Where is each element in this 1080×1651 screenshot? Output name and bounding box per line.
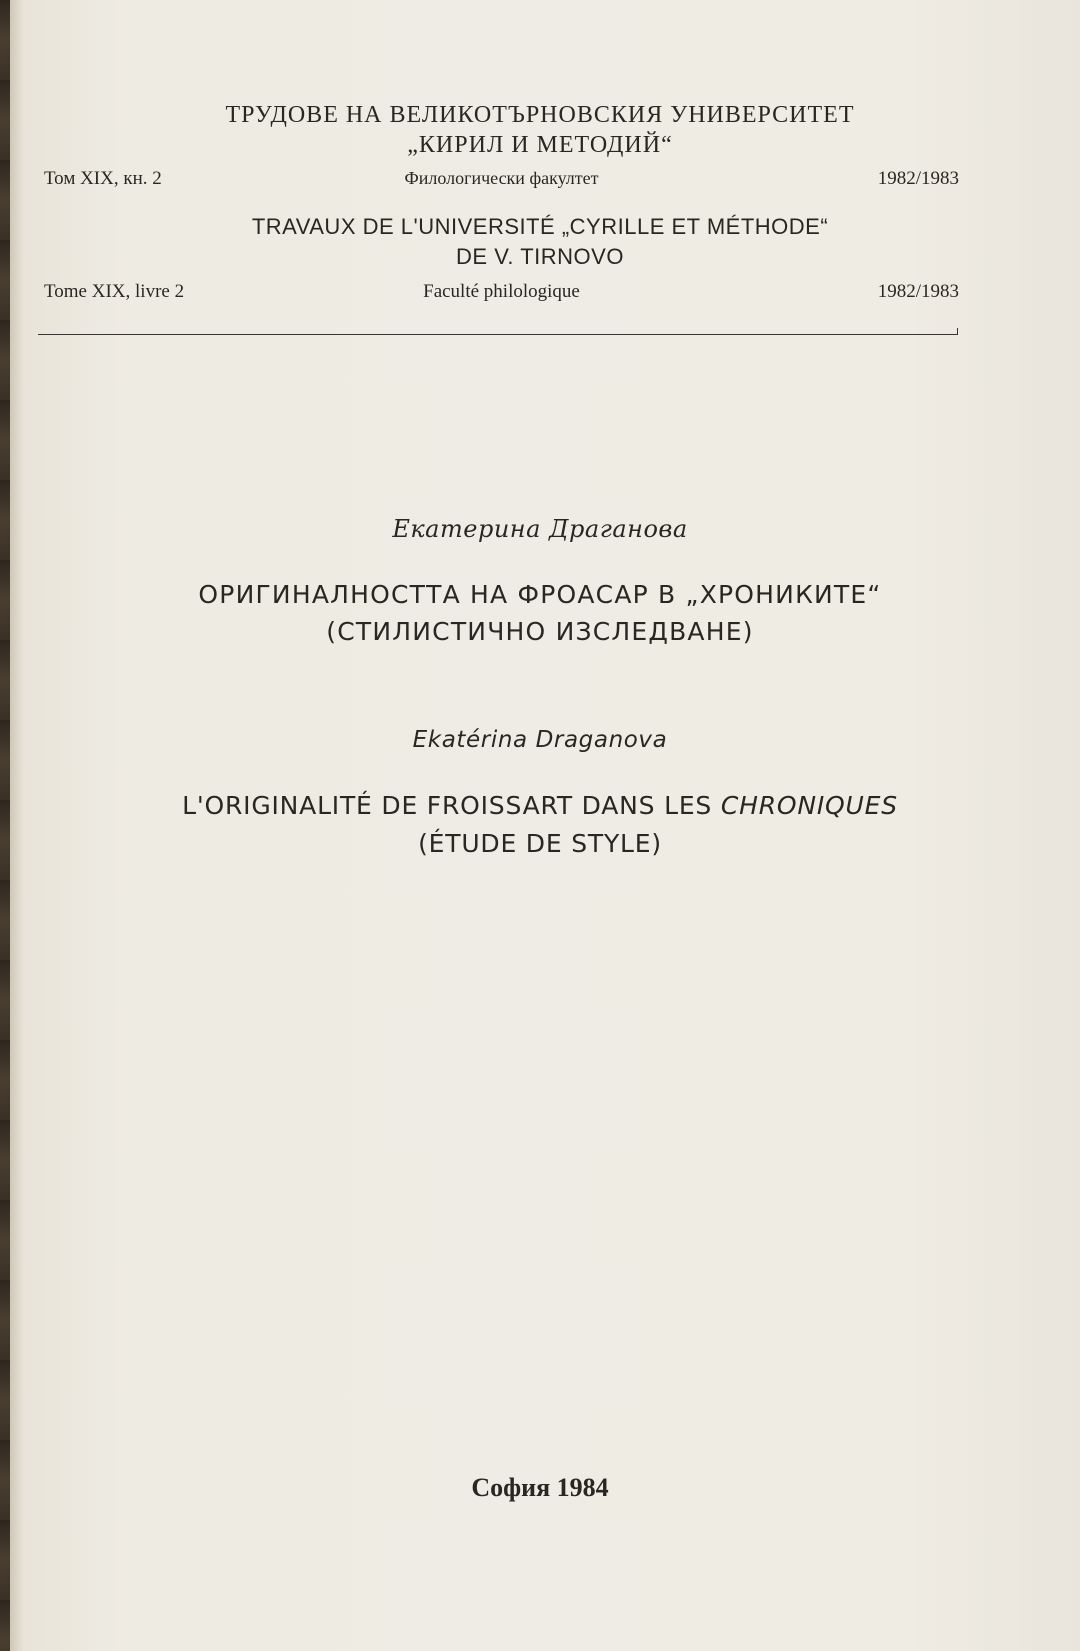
journal-title-fr-line2: DE V. TIRNOVO — [456, 244, 624, 269]
volume-bg: Том XIX, кн. 2 — [44, 168, 162, 189]
header-rule-tick — [957, 328, 958, 335]
article-title-fr-line2: (ÉTUDE DE STYLE) — [418, 829, 662, 858]
imprint: София 1984 — [471, 1473, 609, 1502]
journal-title-fr-line1: TRAVAUX DE L'UNIVERSITÉ „CYRILLE ET MÉTHODE“ — [251, 214, 829, 239]
faculty-fr: Faculté philologique — [423, 281, 580, 302]
author-fr: Ekatérina Draganova — [412, 727, 668, 753]
article-title-fr-line1 — [0, 791, 1080, 820]
journal-title-bg-line2: „КИРИЛ И МЕТОДИЙ“ — [407, 132, 673, 158]
article-title-fr-italic: CHRONIQUES — [720, 791, 898, 820]
header-rule — [38, 334, 958, 335]
years-bg: 1982/1983 — [877, 168, 959, 189]
years-fr: 1982/1983 — [877, 281, 959, 302]
faculty-bg: Филологически факултет — [404, 168, 599, 188]
volume-fr: Tome XIX, livre 2 — [44, 281, 185, 302]
header-fr-meta-row — [44, 281, 959, 311]
article-title-bg-line2: (СТИЛИСТИЧНО ИЗСЛЕДВАНЕ) — [326, 617, 754, 646]
header-bg-meta-row — [44, 168, 959, 198]
journal-title-bg-line1: ТРУДОВЕ НА ВЕЛИКОТЪРНОВСКИЯ УНИВЕРСИТЕТ — [225, 102, 855, 128]
author-bg: Екатерина Драганова — [392, 515, 688, 543]
article-title-fr-prefix: L'ORIGINALITÉ DE FROISSART DANS LES — [182, 791, 721, 820]
article-title-bg-line1: ОРИГИНАЛНОСТТА НА ФРОАСАР В „ХРОНИКИТЕ“ — [198, 580, 882, 609]
